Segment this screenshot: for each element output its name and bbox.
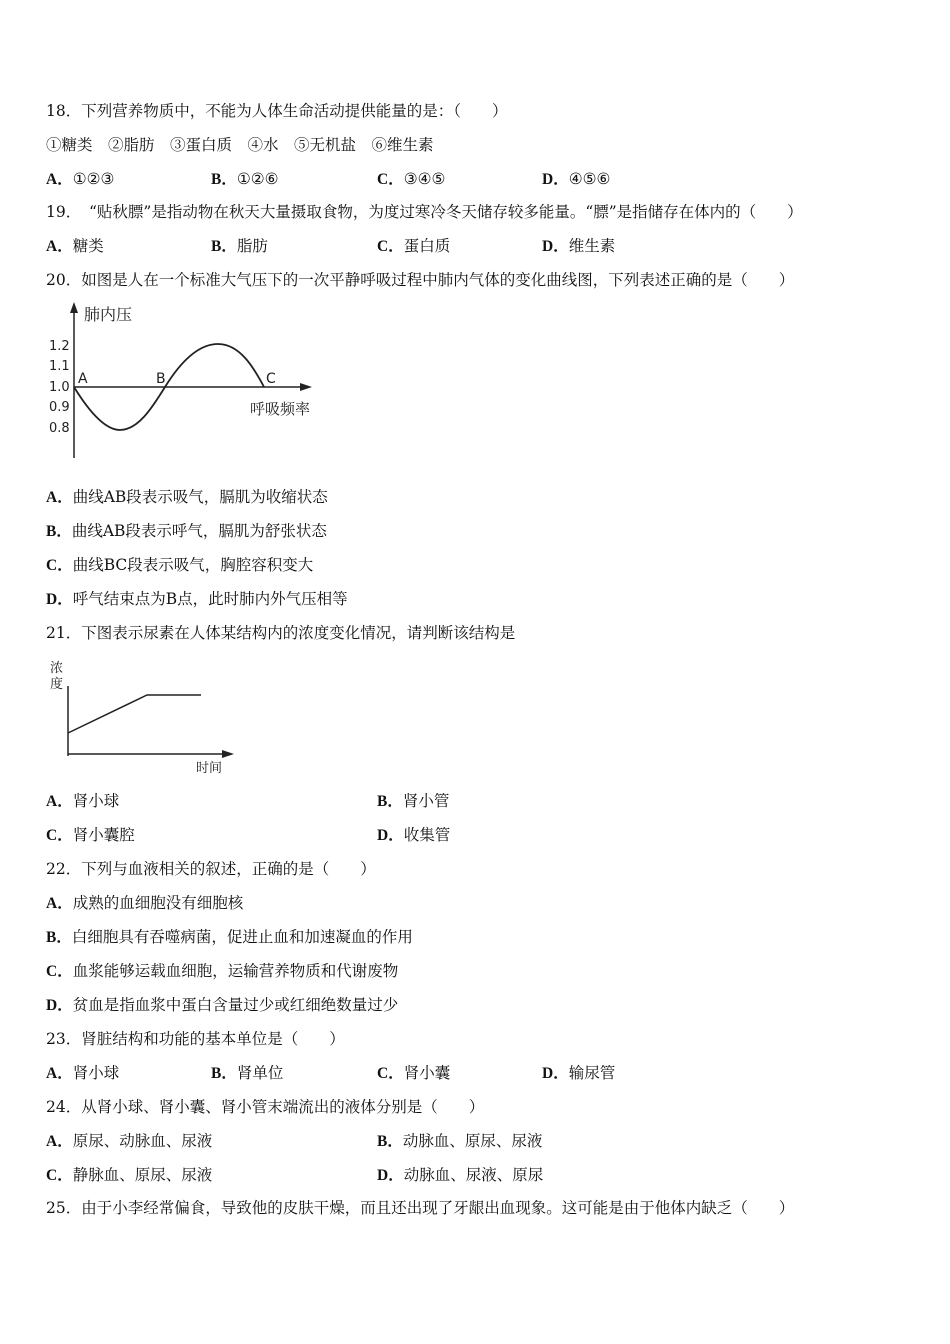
q21-option-b[interactable]: B．肾小管 xyxy=(377,792,450,810)
q19-option-d[interactable]: D．维生素 xyxy=(542,237,616,255)
q25-stem: 25．由于小李经常偏食，导致他的皮肤干燥，而且还出现了牙龈出血现象。这可能是由于他体内缺乏（ ） xyxy=(46,1199,795,1217)
q19-option-a[interactable]: A．糖类 xyxy=(46,237,104,255)
q23-option-c[interactable]: C．肾小囊 xyxy=(377,1064,451,1082)
q20-point-a: A xyxy=(78,371,88,387)
q18-option-a[interactable]: A．①②③ xyxy=(46,170,115,188)
q21-stem: 21．下图表示尿素在人体某结构内的浓度变化情况，请判断该结构是 xyxy=(46,624,516,642)
q21-option-c[interactable]: C．肾小囊腔 xyxy=(46,826,135,844)
q21-x-arrow xyxy=(222,750,234,758)
q20-ytick-1-2: 1.2 xyxy=(49,339,70,354)
q21-curve xyxy=(68,695,201,733)
q21-y-label: 浓 度 xyxy=(50,661,64,692)
q20-stem: 20．如图是人在一个标准大气压下的一次平静呼吸过程中肺内气体的变化曲线图，下列表述正确的是（ ） xyxy=(46,271,795,289)
q20-option-d[interactable]: D．呼气结束点为B点，此时肺内外气压相等 xyxy=(46,590,348,608)
q18-stem: 18．下列营养物质中，不能为人体生命活动提供能量的是：（ ） xyxy=(46,102,508,120)
q18-option-b[interactable]: B．①②⑥ xyxy=(211,170,279,188)
q20-pressure-chart xyxy=(40,298,340,463)
q24-option-b[interactable]: B．动脉血、原尿、尿液 xyxy=(377,1132,543,1150)
q22-stem: 22．下列与血液相关的叙述，正确的是（ ） xyxy=(46,860,376,878)
q21-option-d[interactable]: D．收集管 xyxy=(377,826,451,844)
q23-option-a[interactable]: A．肾小球 xyxy=(46,1064,120,1082)
q24-option-d[interactable]: D．动脉血、尿液、原尿 xyxy=(377,1166,544,1184)
q22-option-a[interactable]: A．成熟的血细胞没有细胞核 xyxy=(46,894,244,912)
q21-urea-chart xyxy=(46,656,246,778)
q20-x-arrow xyxy=(300,383,312,391)
q24-option-c[interactable]: C．静脉血、原尿、尿液 xyxy=(46,1166,213,1184)
q24-stem: 24．从肾小球、肾小囊、肾小管末端流出的液体分别是（ ） xyxy=(46,1098,485,1116)
q22-option-c[interactable]: C．血浆能够运载血细胞，运输营养物质和代谢废物 xyxy=(46,962,399,980)
q20-ytick-0-9: 0.9 xyxy=(49,400,70,415)
q18-option-d[interactable]: D．④⑤⑥ xyxy=(542,170,611,188)
q24-option-a[interactable]: A．原尿、动脉血、尿液 xyxy=(46,1132,213,1150)
q19-stem: 19． “贴秋膘”是指动物在秋天大量摄取食物，为度过寒冷冬天储存较多能量。“膘”是指储存在体内的（ ） xyxy=(46,203,803,221)
q20-point-c: C xyxy=(266,371,276,387)
q20-x-label: 呼吸频率 xyxy=(250,400,311,418)
q21-x-label: 时间 xyxy=(196,761,223,776)
q20-y-arrow xyxy=(70,302,78,313)
q20-point-b: B xyxy=(156,371,166,387)
q23-option-b[interactable]: B．肾单位 xyxy=(211,1064,284,1082)
q20-ytick-1-1: 1.1 xyxy=(49,359,70,374)
q23-option-d[interactable]: D．输尿管 xyxy=(542,1064,616,1082)
q20-ytick-1-0: 1.0 xyxy=(49,380,70,395)
q19-option-b[interactable]: B．脂肪 xyxy=(211,237,268,255)
q22-option-b[interactable]: B．白细胞具有吞噬病菌，促进止血和加速凝血的作用 xyxy=(46,928,413,946)
q20-y-label: 肺内压 xyxy=(84,305,133,324)
q20-option-c[interactable]: C．曲线BC段表示吸气，胸腔容积变大 xyxy=(46,556,314,574)
q20-option-a[interactable]: A．曲线AB段表示吸气，膈肌为收缩状态 xyxy=(46,488,328,506)
q18-items: ①糖类 ②脂肪 ③蛋白质 ④水 ⑤无机盐 ⑥维生素 xyxy=(46,136,434,154)
q23-stem: 23．肾脏结构和功能的基本单位是（ ） xyxy=(46,1030,345,1048)
q19-option-c[interactable]: C．蛋白质 xyxy=(377,237,451,255)
q20-ytick-0-8: 0.8 xyxy=(49,421,70,436)
q21-option-a[interactable]: A．肾小球 xyxy=(46,792,120,810)
q20-option-b[interactable]: B．曲线AB段表示呼气，膈肌为舒张状态 xyxy=(46,522,327,540)
q18-option-c[interactable]: C．③④⑤ xyxy=(377,170,446,188)
q22-option-d[interactable]: D．贫血是指血浆中蛋白含量过少或红细绝数量过少 xyxy=(46,996,399,1014)
